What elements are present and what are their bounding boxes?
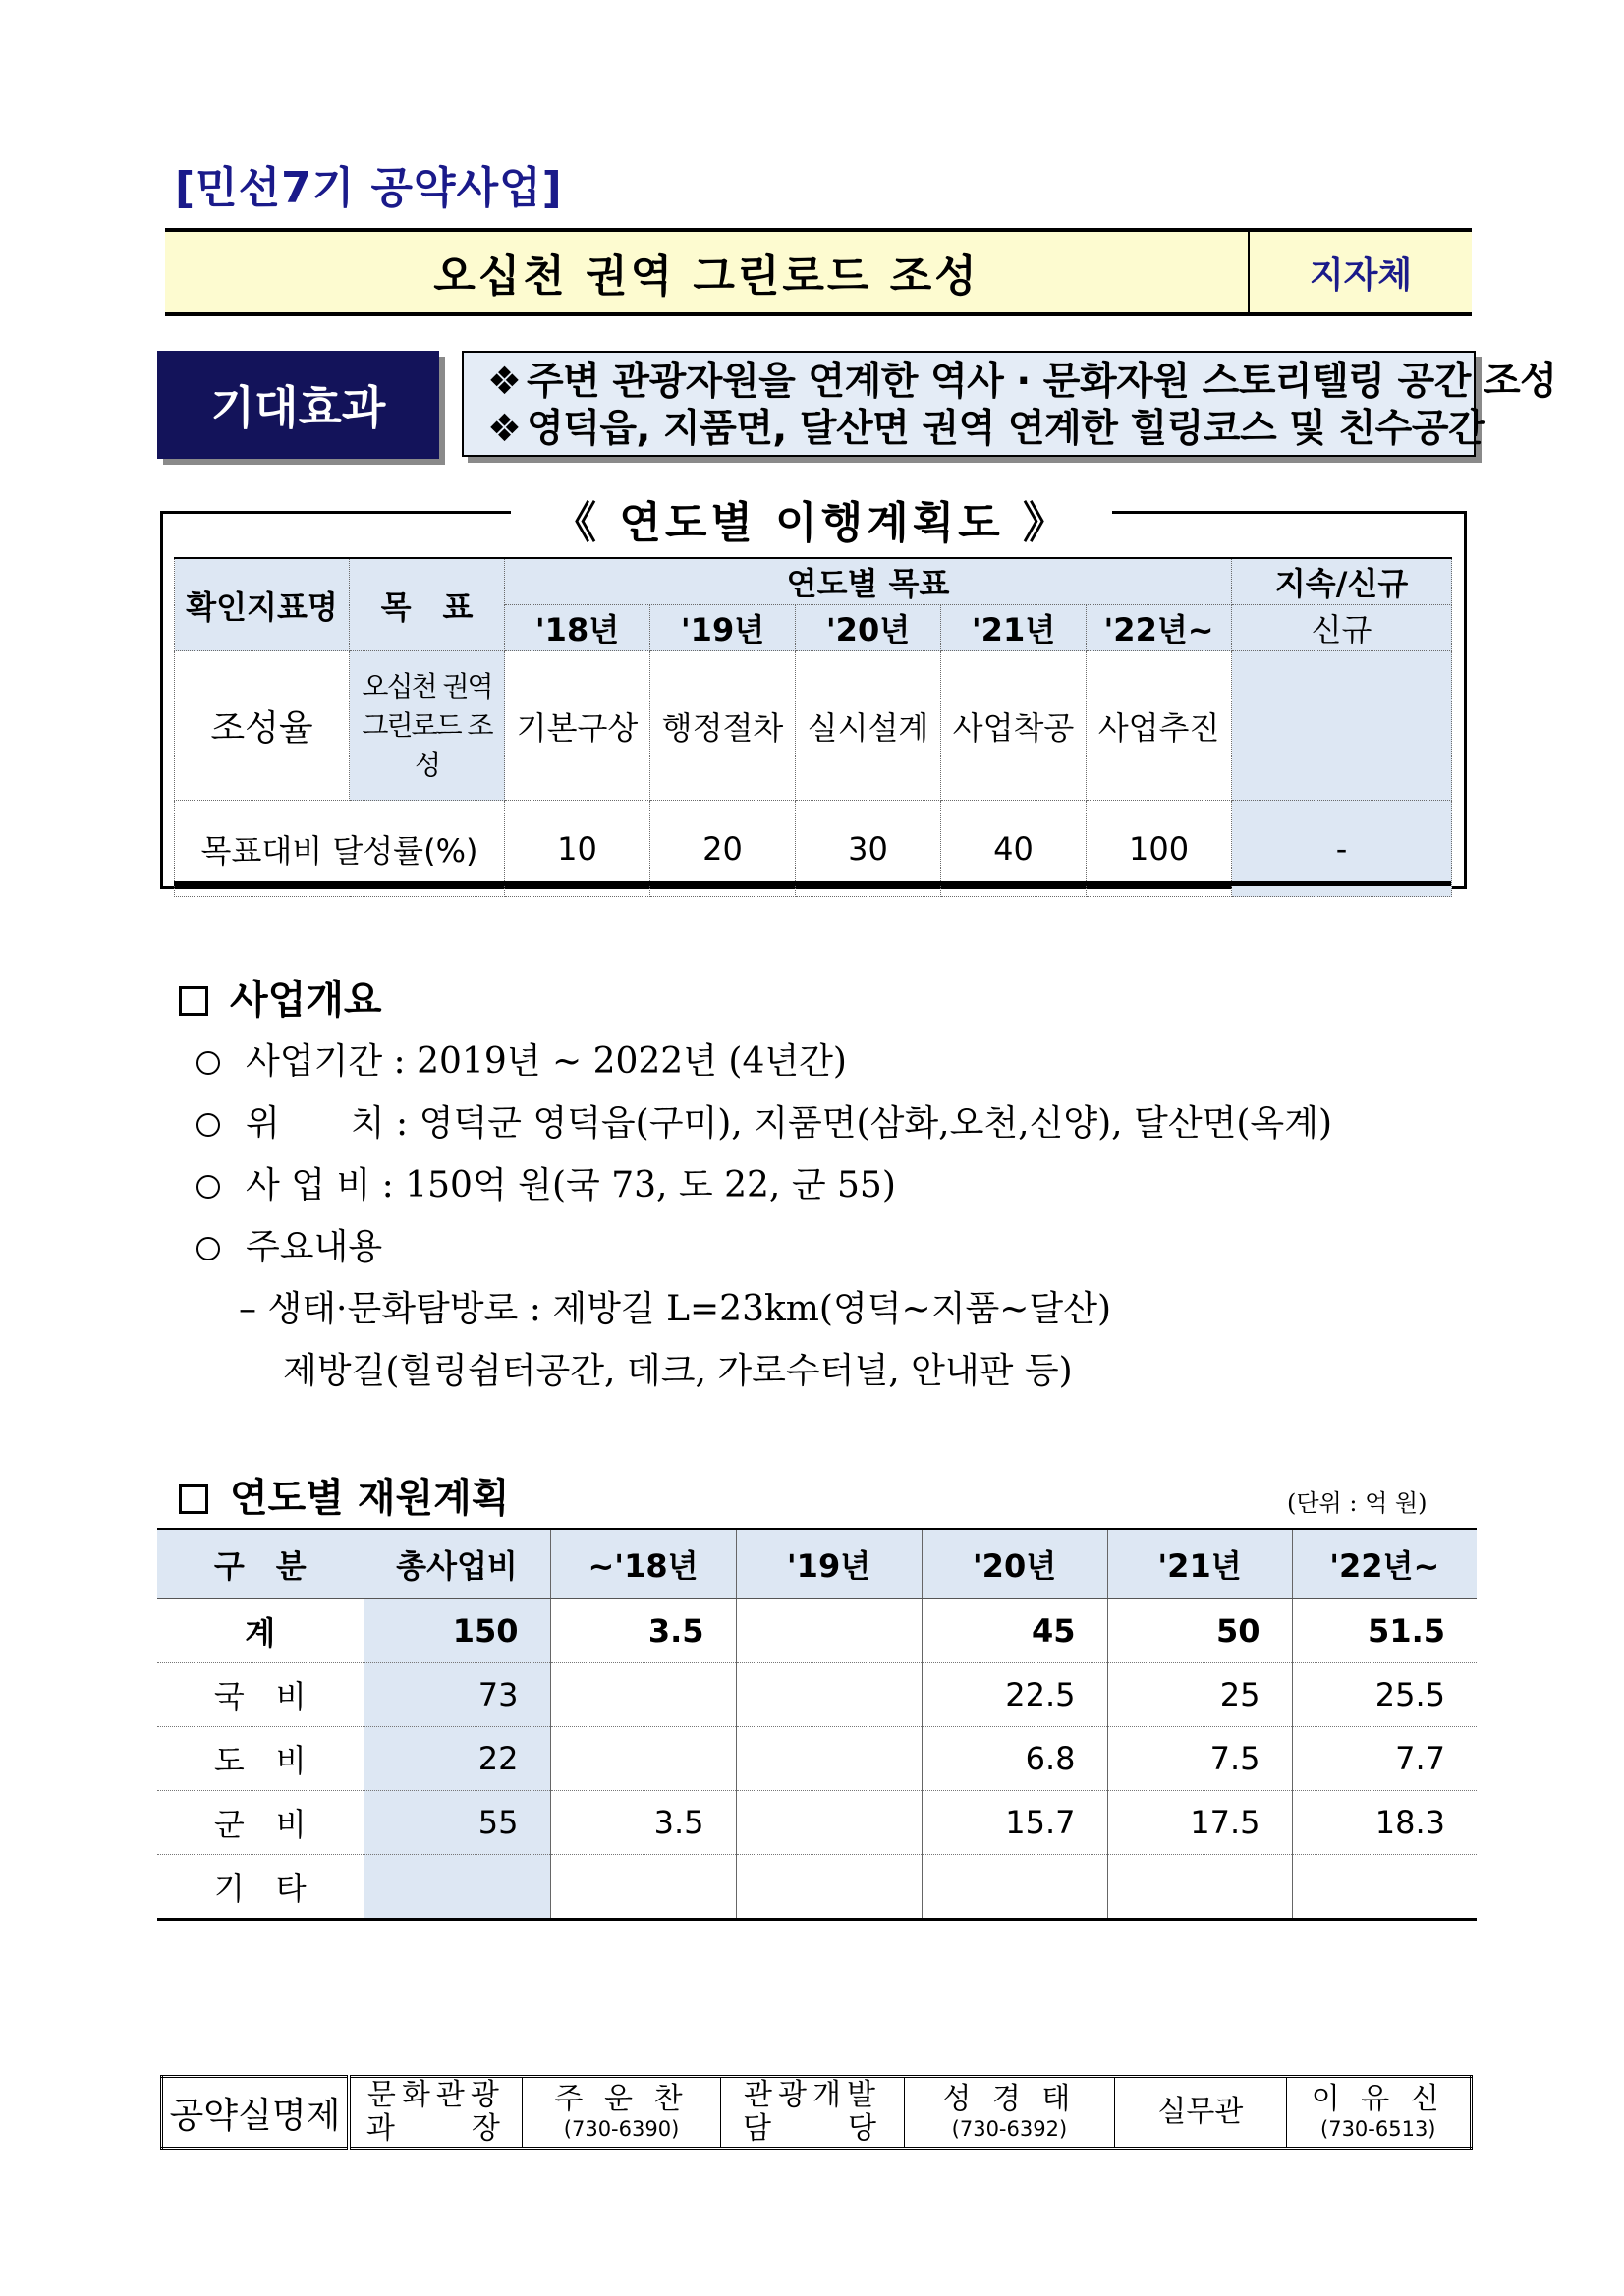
- overview-line: 사업기간 : 2019년 ~ 2022년 (4년간): [196, 1034, 847, 1084]
- expected-effects-box: [462, 351, 1557, 457]
- document-tag: [민선7기 공약사업]: [175, 163, 563, 213]
- plan-cell: 40: [941, 801, 1087, 897]
- circle-bullet-icon: [196, 1175, 220, 1199]
- plan-header-year: '19년: [650, 605, 796, 651]
- circle-bullet-icon: [196, 1237, 220, 1260]
- plan-cell: 20: [650, 801, 796, 897]
- finance-row-total: 계 150 3.5 45 50 51.5: [157, 1599, 1477, 1663]
- finance-table: [157, 1528, 1477, 1921]
- finance-header: '19년: [736, 1529, 922, 1599]
- overview-heading: 사업개요: [179, 969, 382, 1025]
- diamond-bullet-icon: ❖: [487, 360, 522, 404]
- responsibility-label: 공약실명제: [162, 2077, 349, 2149]
- finance-unit: (단위 : 억 원): [1287, 1489, 1428, 1517]
- plan-header-continue: 지속/신규: [1232, 558, 1452, 605]
- responsibility-cell: 주 운 찬 (730-6390): [522, 2077, 720, 2149]
- finance-row: 국 비 73 22.5 25 25.5: [157, 1663, 1477, 1727]
- plan-goal-cell: 오십천 권역 그린로드 조성: [350, 651, 505, 801]
- overview-line: 주요내용: [196, 1219, 382, 1269]
- finance-row: 군 비 55 3.5 15.7 17.5 18.3: [157, 1791, 1477, 1855]
- plan-cell: 실시설계: [796, 651, 941, 801]
- responsibility-cell: 관광개발 담 당: [721, 2077, 904, 2149]
- finance-header: 총사업비: [364, 1529, 550, 1599]
- diamond-bullet-icon: ❖: [487, 407, 522, 451]
- project-department: 지자체: [1309, 254, 1413, 296]
- expected-effects-label: 기대효과: [157, 351, 439, 459]
- finance-heading: 연도별 재원계획: [179, 1467, 509, 1523]
- overview-subline: – 생태·문화탐방로 : 제방길 L=23km(영덕~지품~달산): [239, 1289, 1112, 1329]
- finance-header: ~'18년: [550, 1529, 736, 1599]
- responsibility-table: [160, 2075, 1473, 2150]
- effect-item: ❖ 영덕읍, 지품면, 달산면 권역 연계한 힐링코스 및 친수공간: [487, 407, 1485, 451]
- finance-header: '20년: [922, 1529, 1107, 1599]
- plan-table-bottom-rule: [174, 881, 1451, 886]
- annual-plan-table: [174, 557, 1452, 897]
- responsibility-cell: 문화관광 과 장: [349, 2077, 522, 2149]
- finance-header: '22년~: [1292, 1529, 1477, 1599]
- finance-row: 기 타: [157, 1855, 1477, 1920]
- plan-cell: 30: [796, 801, 941, 897]
- responsibility-cell: 이 유 신 (730-6513): [1286, 2077, 1471, 2149]
- plan-continue-value: 신규: [1232, 605, 1452, 651]
- plan-cell: 사업착공: [941, 651, 1087, 801]
- checkbox-square-icon: [179, 986, 208, 1016]
- finance-header: '21년: [1107, 1529, 1292, 1599]
- circle-bullet-icon: [196, 1113, 220, 1137]
- project-title: 오십천 권역 그린로드 조성: [433, 252, 980, 302]
- checkbox-square-icon: [179, 1484, 208, 1514]
- responsibility-cell: 성 경 태 (730-6392): [904, 2077, 1114, 2149]
- plan-row-name: 조성율: [175, 651, 350, 801]
- plan-header-year: '21년: [941, 605, 1087, 651]
- plan-header-indicator: 확인지표명: [175, 558, 350, 651]
- plan-header-yearly: 연도별 목표: [505, 558, 1232, 605]
- plan-cell: 100: [1087, 801, 1232, 897]
- overview-line: 사 업 비 : 150억 원(국 73, 도 22, 군 55): [196, 1157, 896, 1207]
- plan-header-year: '18년: [505, 605, 650, 651]
- plan-cell: 10: [505, 801, 650, 897]
- responsibility-cell: 실무관: [1115, 2077, 1286, 2149]
- plan-header-year: '20년: [796, 605, 941, 651]
- plan-header-goal: 목 표: [350, 558, 505, 651]
- plan-cell: 행정절차: [650, 651, 796, 801]
- finance-row: 도 비 22 6.8 7.5 7.7: [157, 1727, 1477, 1791]
- plan-header-year: '22년~: [1087, 605, 1232, 651]
- plan-continue-cell: [1232, 651, 1452, 801]
- finance-header: 구 분: [157, 1529, 364, 1599]
- overview-line: 위 치 : 영덕군 영덕읍(구미), 지품면(삼화,오천,신양), 달산면(옥계): [196, 1095, 1332, 1146]
- plan-title: 《 연도별 이행계획도 》: [553, 498, 1070, 548]
- effect-item: ❖ 주변 관광자원을 연계한 역사 · 문화자원 스토리텔링 공간 조성: [487, 360, 1557, 404]
- plan-row-name: 목표대비 달성률(%): [175, 801, 505, 897]
- circle-bullet-icon: [196, 1051, 220, 1075]
- project-title-box: [165, 228, 1472, 316]
- plan-continue-cell: -: [1232, 801, 1452, 897]
- overview-subline: 제방길(힐링쉼터공간, 데크, 가로수터널, 안내판 등): [283, 1351, 1073, 1391]
- plan-cell: 기본구상: [505, 651, 650, 801]
- plan-cell: 사업추진: [1087, 651, 1232, 801]
